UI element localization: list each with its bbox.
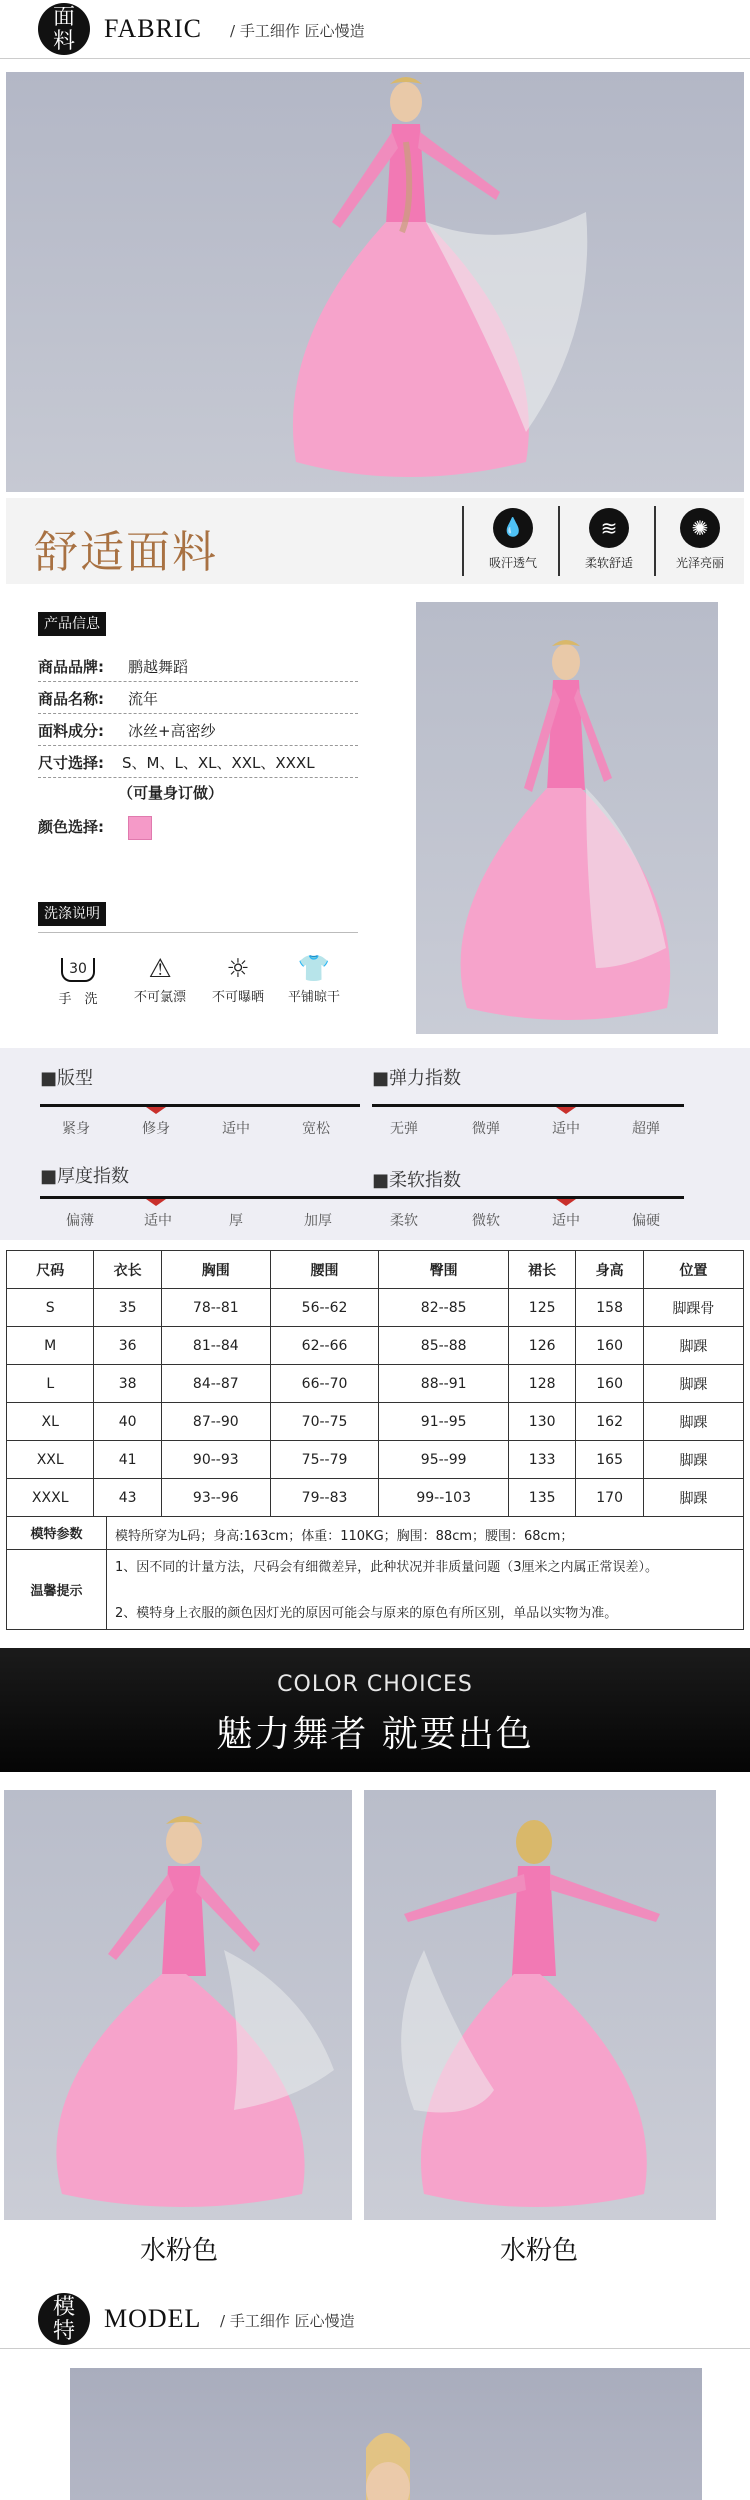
table-cell: 85--88 — [379, 1327, 508, 1365]
info-value: 鹏越舞蹈 — [128, 658, 189, 676]
feature-label: 柔软舒适 — [584, 556, 633, 570]
custom-order-note: （可量身订做） — [118, 784, 224, 802]
table-cell: 脚踝 — [643, 1327, 743, 1365]
table-cell: 170 — [576, 1479, 643, 1517]
badge-char-top: 面 — [52, 5, 75, 30]
wash-label: 洗涤说明 — [38, 902, 106, 926]
scale-option: 适中 — [222, 1121, 250, 1137]
badge-char-top: 模 — [52, 2295, 75, 2320]
feature-soft — [564, 508, 654, 571]
hand-wash-icon: 30 — [61, 958, 95, 982]
feature-label: 光泽亮丽 — [675, 556, 724, 570]
divider — [462, 506, 464, 576]
table-cell: 165 — [576, 1441, 643, 1479]
table-header-row — [7, 1251, 744, 1289]
fabric-title: FABRIC — [104, 14, 202, 43]
table-cell: 88--91 — [379, 1365, 508, 1403]
table-cell: 脚踝 — [643, 1479, 743, 1517]
tips-line-2: 2、模特身上衣服的颜色因灯光的原因可能会与原来的原色有所区别，单品以实物为准。 — [115, 1606, 618, 1621]
table-cell: XXXL — [7, 1479, 94, 1517]
table-cell: 62--66 — [270, 1327, 379, 1365]
product-side-photo — [416, 602, 718, 1034]
scale-option: 微弹 — [472, 1121, 500, 1137]
badge-char-bottom: 特 — [52, 2319, 75, 2344]
table-row — [7, 1289, 744, 1327]
info-key: 商品品牌: — [38, 658, 104, 676]
dress-illustration — [6, 72, 744, 492]
model-params-key: 模特参数 — [7, 1516, 107, 1549]
model-params-row — [6, 1516, 744, 1550]
scale-option: 无弹 — [390, 1121, 418, 1137]
table-cell: 41 — [94, 1441, 161, 1479]
scale-option: 紧身 — [62, 1121, 90, 1137]
tips-row — [6, 1550, 744, 1630]
divider — [0, 58, 750, 59]
water-drops-icon: 💧 — [493, 508, 533, 548]
table-cell: XL — [7, 1403, 94, 1441]
wash-no-sun — [210, 952, 266, 1005]
model-section-header — [0, 2290, 750, 2352]
wash-hand — [50, 952, 106, 1007]
table-cell: 125 — [508, 1289, 575, 1327]
banner-cn-title: 魅力舞者 就要出色 — [216, 1714, 534, 1755]
table-cell: 36 — [94, 1327, 161, 1365]
table-cell: 93--96 — [161, 1479, 270, 1517]
table-cell: 160 — [576, 1365, 643, 1403]
comfort-title: 舒适面料 — [34, 527, 218, 578]
color-choices-banner — [0, 1648, 750, 1772]
scale-marker — [146, 1199, 166, 1206]
scale-marker — [146, 1107, 166, 1114]
info-value: 流年 — [128, 690, 159, 708]
feature-luster — [656, 508, 744, 571]
scale-option: 适中 — [144, 1213, 172, 1229]
divider — [558, 506, 560, 576]
table-cell: 75--79 — [270, 1441, 379, 1479]
color-swatch[interactable] — [128, 816, 152, 840]
divider — [38, 932, 358, 933]
table-cell: 78--81 — [161, 1289, 270, 1327]
fabric-badge — [38, 3, 90, 55]
scale-option: 适中 — [552, 1121, 580, 1137]
info-row-color — [38, 812, 358, 842]
table-cell: 87--90 — [161, 1403, 270, 1441]
info-key: 颜色选择: — [38, 818, 104, 836]
wash-no-bleach — [132, 952, 188, 1005]
table-cell: 79--83 — [270, 1479, 379, 1517]
table-cell: 133 — [508, 1441, 575, 1479]
table-cell: 99--103 — [379, 1479, 508, 1517]
color-photo-front[interactable] — [4, 1790, 352, 2220]
flat-dry-icon: 👕 — [297, 954, 331, 984]
info-row-name — [38, 684, 358, 714]
table-cell: 90--93 — [161, 1441, 270, 1479]
table-cell: L — [7, 1365, 94, 1403]
feature-label: 吸汗透气 — [488, 556, 537, 570]
scale-option: 厚 — [229, 1213, 243, 1229]
table-cell: 126 — [508, 1327, 575, 1365]
table-cell: 35 — [94, 1289, 161, 1327]
table-cell: 38 — [94, 1365, 161, 1403]
wash-text: 不可氯漂 — [133, 990, 186, 1005]
badge-char-bottom: 料 — [52, 29, 75, 54]
scale-option: 修身 — [142, 1121, 170, 1137]
model-subtitle: / 手工细作 匠心慢造 — [220, 2312, 355, 2330]
table-cell: 82--85 — [379, 1289, 508, 1327]
table-row — [7, 1365, 744, 1403]
table-cell: 162 — [576, 1403, 643, 1441]
color-caption-front: 水粉色 — [139, 2236, 218, 2266]
fabric-section-header — [0, 0, 750, 62]
color-caption-back: 水粉色 — [499, 2236, 578, 2266]
scale-option: 偏硬 — [632, 1213, 660, 1229]
waves-icon: ≋ — [589, 508, 629, 548]
table-row — [7, 1327, 744, 1365]
scale-option: 适中 — [552, 1213, 580, 1229]
scale-option: 加厚 — [304, 1213, 332, 1229]
tips-key: 温馨提示 — [7, 1550, 107, 1629]
scale-marker — [556, 1107, 576, 1114]
info-key: 面料成分: — [38, 722, 104, 740]
table-cell: 160 — [576, 1327, 643, 1365]
table-cell: 56--62 — [270, 1289, 379, 1327]
table-cell: 66--70 — [270, 1365, 379, 1403]
scale-bar — [40, 1196, 388, 1199]
table-cell: 130 — [508, 1403, 575, 1441]
wash-flat-dry — [286, 952, 342, 1005]
table-cell: 脚踝骨 — [643, 1289, 743, 1327]
table-header: 尺码 — [7, 1251, 94, 1289]
scale-bar — [372, 1196, 684, 1199]
table-cell: S — [7, 1289, 94, 1327]
table-cell: 91--95 — [379, 1403, 508, 1441]
info-value: S、M、L、XL、XXL、XXXL — [122, 754, 315, 772]
size-table — [6, 1250, 744, 1517]
table-cell: 70--75 — [270, 1403, 379, 1441]
index-title-fit: ■版型 — [40, 1068, 94, 1089]
table-row — [7, 1479, 744, 1517]
banner-en-title: COLOR CHOICES — [277, 1672, 473, 1697]
dress-illustration — [416, 602, 718, 1034]
table-header: 胸围 — [161, 1251, 270, 1289]
info-value: 冰丝+高密纱 — [128, 722, 216, 740]
scale-bar — [40, 1104, 360, 1107]
table-header: 身高 — [576, 1251, 643, 1289]
table-header: 腰围 — [270, 1251, 379, 1289]
info-row-material — [38, 716, 358, 746]
table-cell: 128 — [508, 1365, 575, 1403]
index-title-elastic: ■弹力指数 — [372, 1068, 462, 1089]
index-title-softness: ■柔软指数 — [372, 1170, 462, 1191]
table-row — [7, 1403, 744, 1441]
info-row-custom — [38, 778, 358, 808]
index-title-thickness: ■厚度指数 — [40, 1166, 130, 1187]
table-cell: 脚踝 — [643, 1403, 743, 1441]
table-cell: 84--87 — [161, 1365, 270, 1403]
no-bleach-icon: ⚠ — [148, 954, 172, 984]
scale-marker — [556, 1199, 576, 1206]
table-cell: 158 — [576, 1289, 643, 1327]
model-title: MODEL — [104, 2304, 202, 2333]
table-header: 衣长 — [94, 1251, 161, 1289]
comfort-bar — [6, 498, 744, 584]
tips-line-1: 1、因不同的计量方法，尺码会有细微差异，此种状况并非质量问题（3厘米之内属正常误差）。 — [115, 1560, 659, 1575]
table-cell: 81--84 — [161, 1327, 270, 1365]
table-cell: 脚踝 — [643, 1441, 743, 1479]
table-cell: 95--99 — [379, 1441, 508, 1479]
table-cell: 135 — [508, 1479, 575, 1517]
model-photo — [70, 2368, 702, 2500]
wash-text: 平铺晾干 — [287, 990, 340, 1005]
table-cell: XXL — [7, 1441, 94, 1479]
info-row-brand — [38, 652, 358, 682]
hero-dress-photo — [6, 72, 744, 492]
scale-option: 微软 — [472, 1213, 500, 1229]
info-row-size — [38, 748, 358, 778]
scale-option: 柔软 — [390, 1213, 418, 1229]
table-row — [7, 1441, 744, 1479]
scale-option: 宽松 — [302, 1121, 330, 1137]
sparkle-icon: ✺ — [680, 508, 720, 548]
info-key: 尺寸选择: — [38, 754, 104, 772]
no-sun-dry-icon: ☼ — [226, 954, 250, 984]
table-header: 位置 — [643, 1251, 743, 1289]
table-header: 臀围 — [379, 1251, 508, 1289]
info-key: 商品名称: — [38, 690, 104, 708]
table-cell: 43 — [94, 1479, 161, 1517]
product-info-label: 产品信息 — [38, 612, 106, 636]
table-cell: 脚踝 — [643, 1365, 743, 1403]
wash-text: 不可曝晒 — [211, 990, 264, 1005]
table-cell: 40 — [94, 1403, 161, 1441]
scale-bar — [372, 1104, 684, 1107]
fabric-subtitle: / 手工细作 匠心慢造 — [230, 22, 365, 40]
model-params-value: 模特所穿为L码；身高:163cm；体重：110KG；胸围：88cm；腰围：68cm； — [115, 1529, 574, 1544]
wash-text: 手 洗 — [58, 992, 98, 1007]
model-illustration — [70, 2368, 702, 2500]
model-badge — [38, 2293, 90, 2345]
scale-option: 偏薄 — [66, 1213, 94, 1229]
color-photo-back[interactable] — [364, 1790, 716, 2220]
divider — [0, 2348, 750, 2349]
dress-illustration — [4, 1790, 352, 2220]
table-header: 裙长 — [508, 1251, 575, 1289]
feature-sweat — [468, 508, 558, 571]
scale-option: 超弹 — [632, 1121, 660, 1137]
dress-illustration — [364, 1790, 716, 2220]
table-cell: M — [7, 1327, 94, 1365]
